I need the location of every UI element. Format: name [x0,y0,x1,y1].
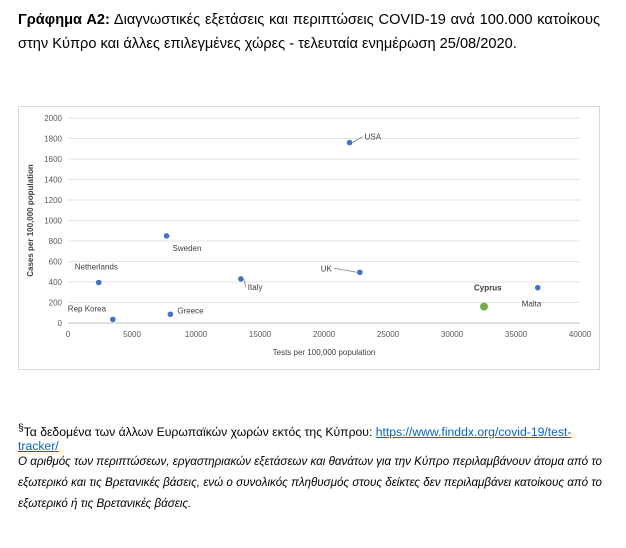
data-point-usa [347,140,353,146]
data-point-greece [168,311,174,317]
data-point-uk [357,269,363,275]
y-tick-label: 0 [57,319,62,328]
y-tick-label: 2000 [44,114,62,123]
leader-line-italy [244,279,246,287]
finddx-link[interactable]: https://www.finddx.org/covid-19/test-tracker/ [18,425,572,454]
x-tick-label: 15000 [248,330,272,339]
y-tick-label: 1800 [44,134,62,144]
footnote-text: Τα δεδομένα των άλλων Ευρωπαϊκών χωρών εκτός της Κύπρου: [23,425,376,440]
x-tick-label: 10000 [184,330,208,339]
caption-prefix: Γράφημα Α2: [18,12,110,28]
methodology-note: Ο αριθμός των περιπτώσεων, εργαστηριακών εξετάσεων και θανάτων για την Κύπρο περιλαμβάνουν άτομα από το εξωτερικό και τις Βρετανικές βάσεις, ενώ ο συνολικός πληθυσμός στους δείκτες δεν περιλαμβάνει κατοίκους από το εξωτερικό ή τις Βρετανικές βάσεις. [18,455,602,510]
y-tick-label: 1200 [44,196,62,205]
x-tick-label: 40000 [568,330,592,339]
footnote-marker: § [18,423,24,434]
data-label-greece: Greece [177,306,204,316]
x-tick-label: 30000 [440,330,464,339]
y-tick-label: 1000 [44,216,62,226]
data-label-uk: UK [320,264,332,274]
caption-text: Διαγνωστικές εξετάσεις και περιπτώσεις COVID-19 ανά 100.000 κατοίκους στην Κύπρο και άλλες επιλεγμένες χώρες - τελευταία ενημέρωση 25/08/2020. [18,12,600,52]
chart-frame [18,106,600,370]
data-point-italy [238,276,244,282]
x-tick-label: 25000 [376,330,400,339]
data-label-rep-korea: Rep Korea [67,304,107,314]
data-point-rep-korea [110,317,116,323]
y-tick-label: 400 [48,278,62,287]
x-tick-label: 35000 [504,330,528,339]
data-point-cyprus [480,303,488,311]
data-label-cyprus: Cyprus [474,283,502,293]
y-tick-label: 200 [48,298,62,308]
y-tick-label: 1400 [44,175,62,185]
leader-line-usa [353,137,363,143]
y-axis-title: Cases per 100,000 population [26,164,35,277]
data-label-netherlands: Netherlands [74,262,118,272]
y-tick-label: 800 [48,237,62,246]
data-label-malta: Malta [521,299,542,309]
data-label-sweden: Sweden [172,243,202,253]
data-point-netherlands [96,280,102,286]
data-point-sweden [164,233,170,239]
x-tick-label: 0 [65,330,71,339]
y-tick-label: 1600 [44,155,62,164]
figure-caption [18,8,600,56]
x-tick-label: 5000 [123,330,141,339]
footnote [18,422,602,453]
leader-line-uk [334,268,357,272]
x-tick-label: 20000 [312,330,336,339]
data-label-italy: Italy [247,282,263,292]
x-axis-title: Tests per 100,000 population [272,348,376,357]
data-label-usa: USA [364,132,382,142]
data-point-malta [535,285,541,291]
y-tick-label: 600 [48,257,62,267]
scatter-chart [19,107,599,369]
